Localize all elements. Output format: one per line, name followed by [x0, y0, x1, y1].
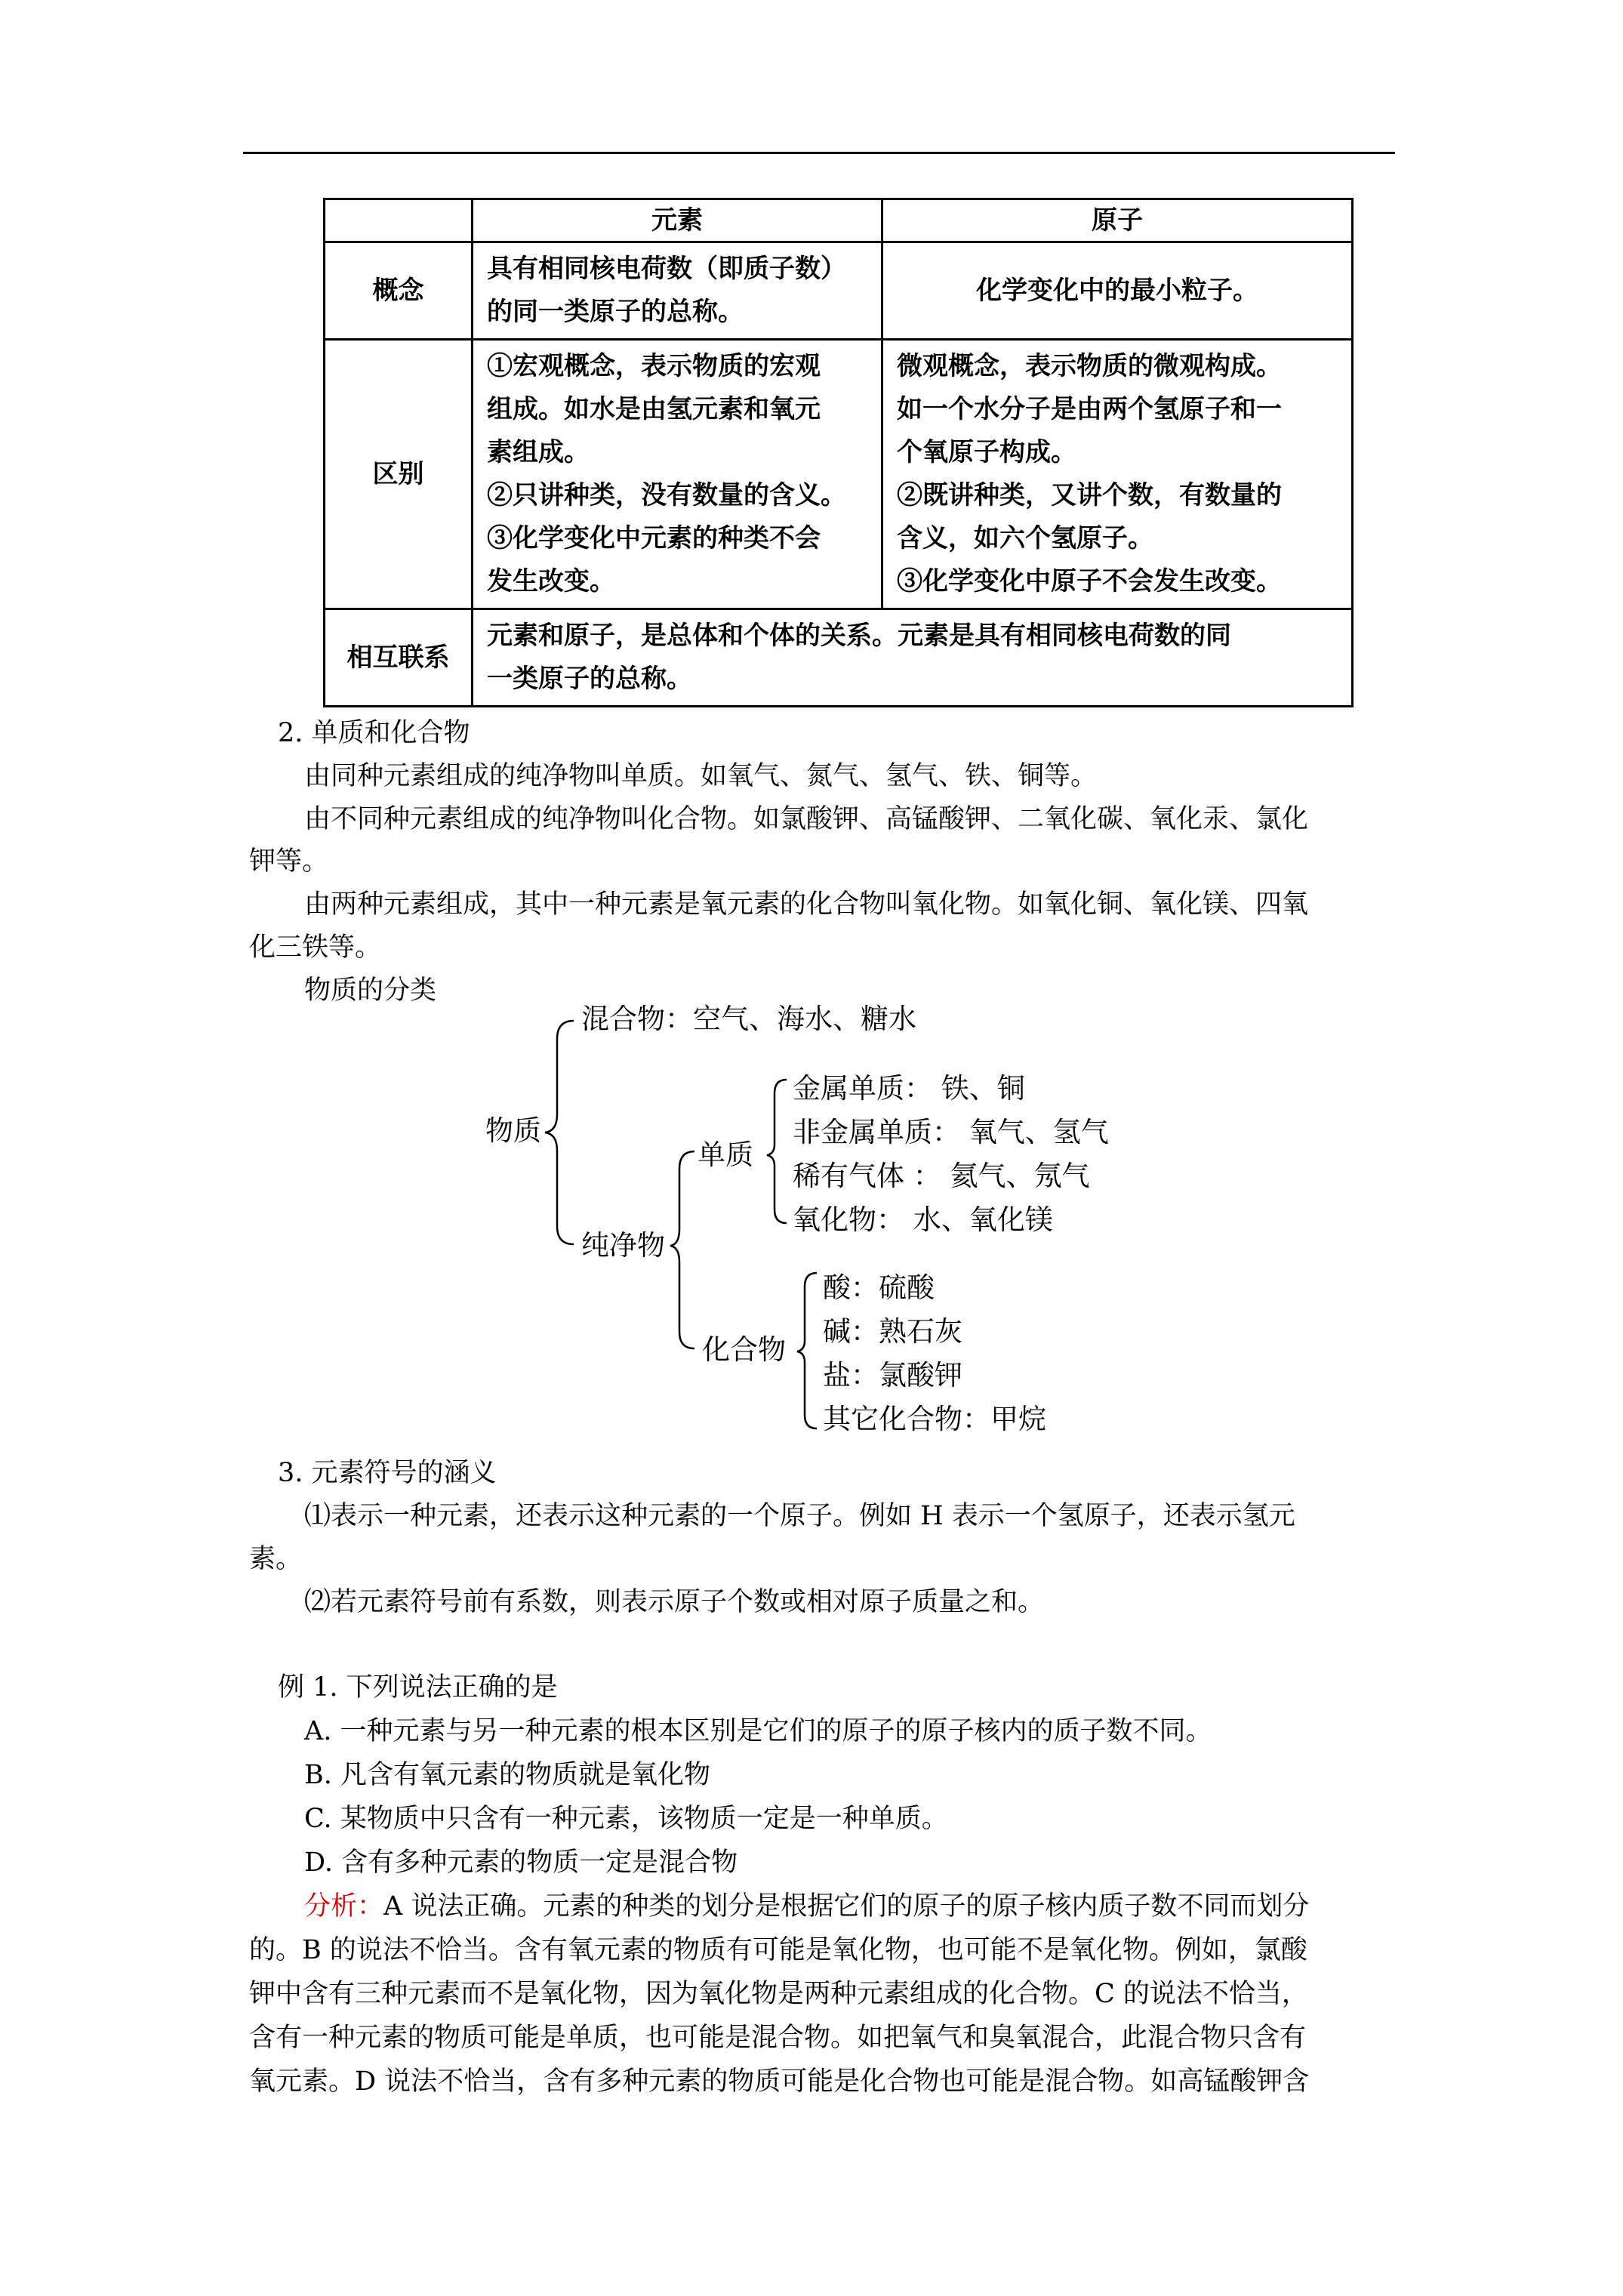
pure-brace — [670, 1151, 694, 1348]
atom-difference-cell: 微观概念，表示物质的微观构成。 如一个水分子是由两个氢原子和一 个氧原子构成。 ②既讲种类，又讲个数，有数量的 含义，如六个氢原子。 ③化学变化中原子不会发生改变。 — [882, 340, 1353, 609]
tree-compound-item: 盐：氯酸钾 — [823, 1359, 962, 1391]
tree-compound-item: 碱：熟石灰 — [823, 1315, 962, 1348]
header-element: 元素 — [473, 199, 882, 242]
paragraph: 由不同种元素组成的纯净物叫化合物。如氯酸钾、高锰酸钾、二氧化碳、氧化汞、氯化 — [304, 804, 1309, 834]
option-d: D. 含有多种元素的物质一定是混合物 — [304, 1848, 738, 1878]
analysis-line: 含有一种元素的物质可能是单质，也可能是混合物。如把氧气和臭氧混合，此混合物只含有 — [249, 2023, 1307, 2053]
paragraph-continuation: 素。 — [249, 1544, 303, 1574]
paragraph: 由同种元素组成的纯净物叫单质。如氧气、氮气、氢气、铁、铜等。 — [304, 761, 1098, 791]
tree-simple-item: 氧化物： 水、氧化镁 — [793, 1203, 1053, 1236]
compound-brace — [797, 1273, 817, 1428]
tree-compound: 化合物 — [702, 1333, 786, 1366]
paragraph-continuation: 钾等。 — [249, 846, 329, 877]
atom-concept-cell: 化学变化中的最小粒子。 — [882, 242, 1353, 340]
analysis-line: 的。B 的说法不恰当。含有氧元素的物质有可能是氧化物，也可能不是氧化物。例如，氯酸 — [249, 1935, 1307, 1965]
option-a: A. 一种元素与另一种元素的根本区别是它们的原子的原子核内的质子数不同。 — [304, 1716, 1212, 1746]
relation-cell: 元素和原子，是总体和个体的关系。元素是具有相同核电荷数的同 一类原子的总称。 — [473, 609, 1353, 707]
tree-root-substance: 物质 — [485, 1114, 541, 1147]
tree-mixture: 混合物：空气、海水、糖水 — [581, 1003, 916, 1035]
option-c: C. 某物质中只含有一种元素，该物质一定是一种单质。 — [304, 1804, 948, 1834]
tree-compound-item: 其它化合物：甲烷 — [823, 1403, 1046, 1435]
tree-pure-substance: 纯净物 — [581, 1229, 665, 1262]
analysis-label: 分析： — [304, 1891, 384, 1922]
row-label-concept: 概念 — [325, 242, 473, 340]
paragraph-continuation: 化三铁等。 — [249, 932, 382, 963]
header-atom: 原子 — [882, 199, 1353, 242]
row-label-relation: 相互联系 — [325, 609, 473, 707]
paragraph: ⑵若元素符号前有系数，则表示原子个数或相对原子质量之和。 — [304, 1587, 1045, 1617]
tree-simple-substance: 单质 — [698, 1139, 753, 1171]
tree-simple-item: 金属单质： 铁、铜 — [793, 1072, 1025, 1105]
tree-compound-item: 酸：硫酸 — [823, 1271, 935, 1304]
analysis-text: A 说法正确。元素的种类的划分是根据它们的原子的原子核内质子数不同而划分 — [383, 1891, 1310, 1922]
tree-simple-item: 非金属单质： 氧气、氢气 — [793, 1116, 1109, 1148]
classification-title: 物质的分类 — [304, 975, 437, 1006]
analysis-line: 钾中含有三种元素而不是氧化物，因为氧化物是两种元素组成的化合物。C 的说法不恰当， — [249, 1979, 1308, 2009]
tree-simple-item: 稀有气体 ： 氦气、氖气 — [793, 1160, 1090, 1192]
element-difference-cell: ①宏观概念，表示物质的宏观 组成。如水是由氢元素和氧元 素组成。 ②只讲种类，没有数量的含义。 ③化学变化中元素的种类不会 发生改变。 — [473, 340, 882, 609]
root-brace — [545, 1021, 574, 1244]
section-3-heading: 3. 元素符号的涵义 — [278, 1458, 497, 1488]
section-2-heading: 2. 单质和化合物 — [278, 718, 470, 748]
element-concept-cell: 具有相同核电荷数（即质子数） 的同一类原子的总称。 — [473, 242, 882, 340]
option-b: B. 凡含有氧元素的物质就是氧化物 — [304, 1760, 710, 1790]
example-title: 例 1. 下列说法正确的是 — [278, 1672, 558, 1703]
analysis-line: 氧元素。D 说法不恰当，含有多种元素的物质可能是化合物也可能是混合物。如高锰酸钾含 — [249, 2066, 1310, 2097]
simple-brace — [767, 1080, 787, 1223]
paragraph: ⑴表示一种元素，还表示这种元素的一个原子。例如 H 表示一个氢原子，还表示氢元 — [304, 1501, 1295, 1531]
paragraph: 由两种元素组成，其中一种元素是氧元素的化合物叫氧化物。如氧化铜、氧化镁、四氧 — [304, 889, 1309, 920]
row-label-difference: 区别 — [325, 340, 473, 609]
analysis-first-line — [304, 1885, 1309, 1928]
